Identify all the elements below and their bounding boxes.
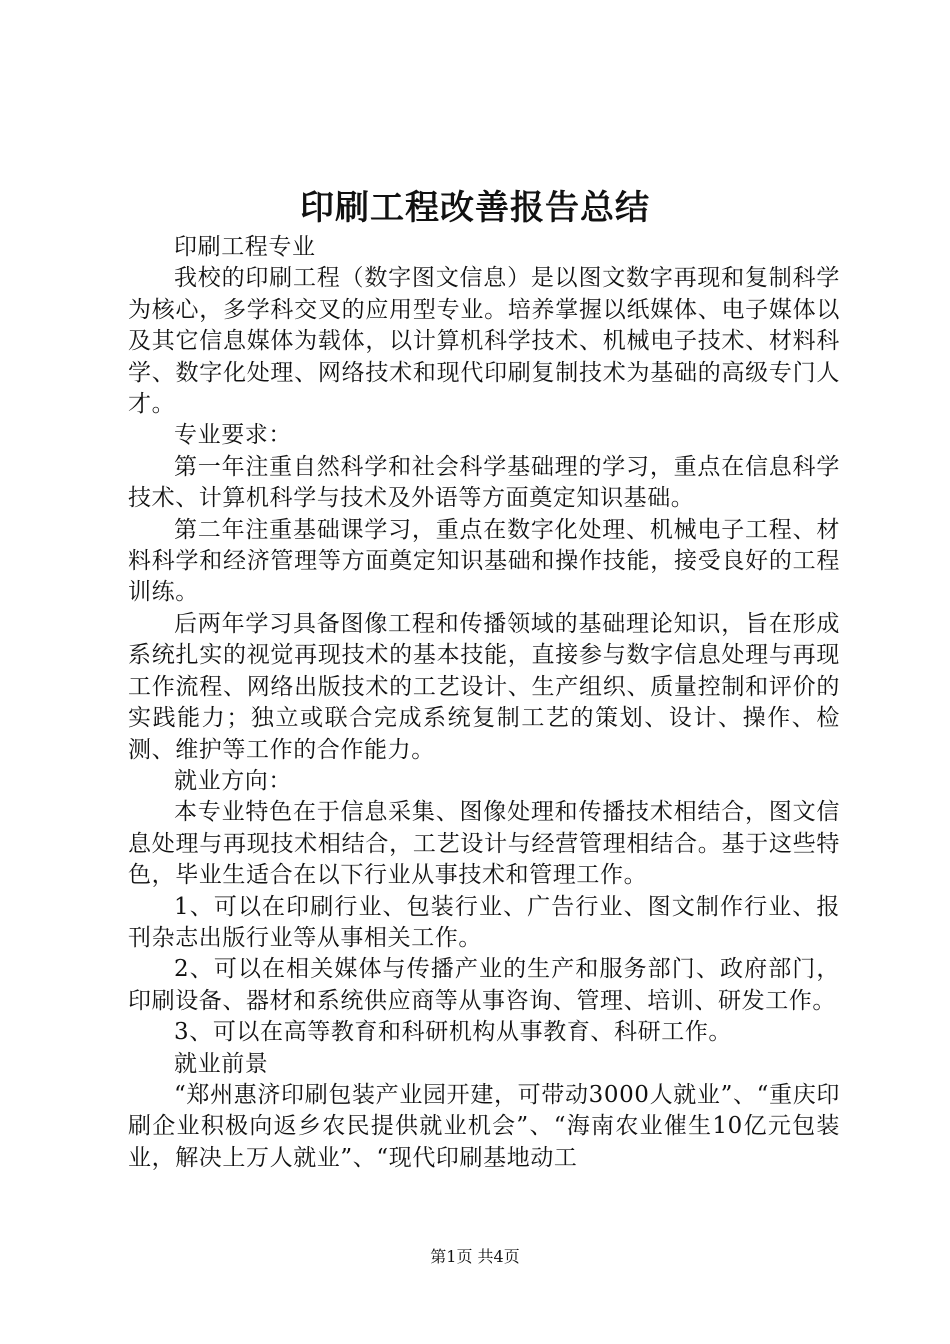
list-item-1: 1、可以在印刷行业、包装行业、广告行业、图文制作行业、报刊杂志出版行业等从事相关工作。 xyxy=(128,893,840,951)
page-number-footer: 第1页 共4页 xyxy=(430,1247,520,1266)
paragraph-last-two-years: 后两年学习具备图像工程和传播领域的基础理论知识，旨在形成系统扎实的视觉再现技术的基本技能，直接参与数字信息处理与再现工作流程、网络出版技术的工艺设计、生产组织、质量控制和评价的实践能力；独立或联合完成系统复制工艺的策划、设计、操作、检测、维护等工作的合作能力。 xyxy=(128,610,840,763)
paragraph-features: 本专业特色在于信息采集、图像处理和传播技术相结合，图文信息处理与再现技术相结合，工艺设计与经营管理相结合。基于这些特色，毕业生适合在以下行业从事技术和管理工作。 xyxy=(128,799,840,889)
paragraph-intro: 我校的印刷工程（数字图文信息）是以图文数字再现和复制科学为核心，多学科交叉的应用型专业。培养掌握以纸媒体、电子媒体以及其它信息媒体为载体，以计算机科学技术、机械电子技术、材料科学、数字化处理、网络技术和现代印刷复制技术为基础的高级专门人才。 xyxy=(128,265,840,418)
document-title: 印刷工程改善报告总结 xyxy=(300,188,650,228)
section-heading-employment-direction: 就业方向： xyxy=(174,767,292,794)
paragraph-prospects: “郑州惠济印刷包装产业园开建，可带动3000人就业”、“重庆印刷企业积极向返乡农民提供就业机会”、“海南农业催生10亿元包装业，解决上万人就业”、“现代印刷基地动工 xyxy=(128,1081,840,1171)
section-heading-requirements: 专业要求： xyxy=(174,422,292,449)
paragraph-second-year: 第二年注重基础课学习，重点在数字化处理、机械电子工程、材料科学和经济管理等方面奠定知识基础和操作技能，接受良好的工程训练。 xyxy=(128,516,840,606)
section-heading-major: 印刷工程专业 xyxy=(174,234,316,260)
document-body xyxy=(128,232,840,1174)
section-heading-prospects: 就业前景 xyxy=(174,1050,269,1077)
list-item-2: 2、可以在相关媒体与传播产业的生产和服务部门、政府部门，印刷设备、器材和系统供应商等从事咨询、管理、培训、研发工作。 xyxy=(128,956,840,1014)
paragraph-first-year: 第一年注重自然科学和社会科学基础理的学习，重点在信息科学技术、计算机科学与技术及外语等方面奠定知识基础。 xyxy=(128,453,840,512)
list-item-3: 3、可以在高等教育和科研机构从事教育、科研工作。 xyxy=(174,1019,733,1046)
